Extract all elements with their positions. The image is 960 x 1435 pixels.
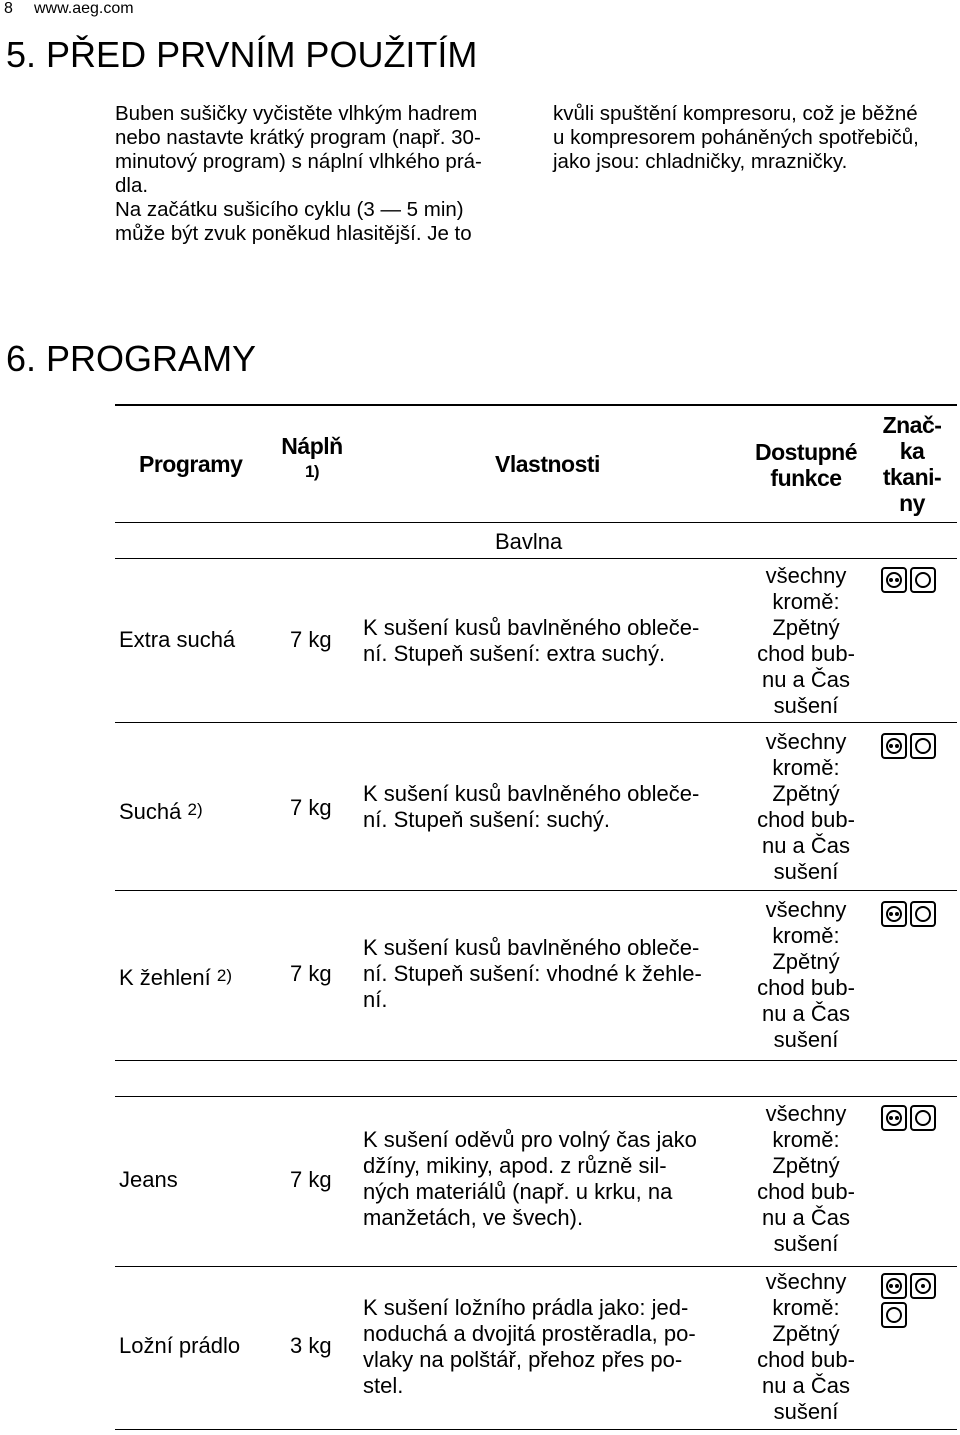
- table-spacer: [115, 1060, 957, 1097]
- function-line: chod bub-: [757, 975, 855, 1000]
- function-line: nu a Čas: [761, 1205, 851, 1230]
- program-description: [363, 615, 699, 667]
- footnote-ref: 2): [187, 800, 203, 819]
- tumble-dry-two-dots-icon: [881, 567, 907, 593]
- section5-column-1: [115, 102, 482, 246]
- program-description: [363, 1295, 696, 1399]
- function-line: Zpětný: [772, 1321, 840, 1346]
- section5-column-2: [553, 102, 919, 174]
- section6-title: PROGRAMY: [46, 338, 257, 379]
- intro-line: nebo nastavte krátký program (např. 30-: [115, 126, 481, 149]
- description-line: ných materiálů (např. u krku, na: [363, 1179, 673, 1204]
- description-line: ní. Stupeň sušení: vhodné k žehle-: [363, 961, 702, 986]
- function-line: nu a Čas: [761, 1373, 851, 1398]
- group-cotton: [115, 523, 957, 563]
- footnote-ref: 2): [216, 966, 232, 985]
- section6-number: 6.: [6, 338, 37, 379]
- care-symbols: [881, 1273, 945, 1328]
- tumble-dry-one-dot-icon: [910, 1273, 936, 1299]
- header-functions-line: Dostupné: [754, 439, 858, 465]
- function-line: sušení: [773, 1027, 839, 1052]
- intro-line: dla.: [115, 174, 149, 197]
- program-name: [119, 797, 203, 825]
- function-line: nu a Čas: [761, 833, 851, 858]
- tumble-dry-two-dots-icon: [881, 733, 907, 759]
- tumble-dry-two-dots-icon: [881, 1273, 907, 1299]
- program-load: 7 kg: [290, 627, 332, 652]
- section6-heading: [6, 338, 256, 380]
- program-name-text: K žehlení: [119, 965, 211, 990]
- care-symbols: [881, 901, 945, 927]
- section5-number: 5.: [6, 34, 37, 75]
- page-number: 8: [4, 0, 13, 17]
- program-name: Jeans: [119, 1167, 178, 1192]
- intro-line: u kompresorem poháněných spotřebičů,: [553, 126, 919, 149]
- program-name: [119, 963, 232, 991]
- tumble-dry-icon: [881, 1302, 907, 1328]
- section5-heading: [6, 34, 477, 76]
- function-line: kromě:: [772, 589, 840, 614]
- program-load: 7 kg: [290, 961, 332, 986]
- intro-line: kvůli spuštění kompresoru, což je běžné: [553, 102, 918, 125]
- site-link[interactable]: www.aeg.com: [34, 0, 134, 17]
- function-line: všechny: [765, 1269, 847, 1294]
- function-line: kromě:: [772, 755, 840, 780]
- intro-line: může být zvuk poněkud hlasitější. Je to: [115, 222, 472, 245]
- header-programs: Programy: [139, 451, 243, 477]
- tumble-dry-icon: [910, 733, 936, 759]
- description-line: K sušení kusů bavlněného obleče-: [363, 781, 700, 806]
- programs-table: [115, 404, 957, 563]
- program-load: 7 kg: [290, 795, 332, 820]
- function-line: sušení: [773, 1399, 839, 1424]
- table-row: [115, 558, 957, 723]
- header-properties: Vlastnosti: [495, 451, 600, 477]
- intro-line: Buben sušičky vyčistěte vlhkým hadrem: [115, 102, 478, 125]
- description-line: K sušení kusů bavlněného obleče-: [363, 935, 700, 960]
- header-care-line: ka: [899, 438, 925, 464]
- function-line: nu a Čas: [761, 1001, 851, 1026]
- function-line: všechny: [765, 897, 847, 922]
- program-name-text: Suchá: [119, 799, 182, 824]
- function-line: kromě:: [772, 923, 840, 948]
- function-line: chod bub-: [757, 807, 855, 832]
- description-line: K sušení ložního prádla jako: jed-: [363, 1295, 689, 1320]
- header-care-line: tkani-: [882, 464, 942, 490]
- program-name: Ložní prádlo: [119, 1333, 241, 1358]
- function-line: chod bub-: [757, 641, 855, 666]
- header-care-line: Znač-: [882, 412, 942, 438]
- care-symbols: [881, 567, 945, 593]
- header-load: [281, 433, 343, 485]
- header-load-note: 1): [304, 462, 320, 481]
- table-row: [115, 1266, 957, 1430]
- function-line: sušení: [773, 859, 839, 884]
- function-line: kromě:: [772, 1127, 840, 1152]
- available-functions: [741, 563, 871, 719]
- function-line: sušení: [773, 1231, 839, 1256]
- function-line: chod bub-: [757, 1347, 855, 1372]
- description-line: stel.: [363, 1373, 404, 1398]
- tumble-dry-icon: [910, 1105, 936, 1131]
- program-name: Extra suchá: [119, 627, 236, 652]
- tumble-dry-two-dots-icon: [881, 1105, 907, 1131]
- table-header: [115, 404, 957, 523]
- function-line: chod bub-: [757, 1179, 855, 1204]
- program-load: 3 kg: [290, 1333, 332, 1358]
- tumble-dry-icon: [910, 567, 936, 593]
- intro-line: minutový program) s náplní vlhkého prá-: [115, 150, 482, 173]
- function-line: všechny: [765, 563, 847, 588]
- page-header: [4, 0, 134, 18]
- tumble-dry-icon: [910, 901, 936, 927]
- program-description: [363, 1127, 697, 1231]
- description-line: ní. Stupeň sušení: extra suchý.: [363, 641, 666, 666]
- function-line: Zpětný: [772, 781, 840, 806]
- function-line: všechny: [765, 729, 847, 754]
- available-functions: [741, 729, 871, 885]
- function-line: nu a Čas: [761, 667, 851, 692]
- program-description: [363, 781, 699, 833]
- header-care-label: [877, 412, 947, 516]
- intro-line: jako jsou: chladničky, mrazničky.: [553, 150, 848, 173]
- section5-title: PŘED PRVNÍM POUŽITÍM: [46, 34, 478, 75]
- description-line: K sušení kusů bavlněného obleče-: [363, 615, 700, 640]
- care-symbols: [881, 733, 945, 759]
- function-line: kromě:: [772, 1295, 840, 1320]
- function-line: všechny: [765, 1101, 847, 1126]
- header-care-line: ny: [899, 490, 925, 516]
- header-functions: [751, 439, 861, 491]
- table-row: [115, 722, 957, 891]
- function-line: Zpětný: [772, 949, 840, 974]
- function-line: Zpětný: [772, 615, 840, 640]
- description-line: ní. Stupeň sušení: suchý.: [363, 807, 611, 832]
- function-line: Zpětný: [772, 1153, 840, 1178]
- table-row: [115, 1096, 957, 1267]
- description-line: vlaky na polštář, přehoz přes po-: [363, 1347, 683, 1372]
- available-functions: [741, 1101, 871, 1257]
- description-line: noduchá a dvojitá prostěradla, po-: [363, 1321, 696, 1346]
- tumble-dry-two-dots-icon: [881, 901, 907, 927]
- description-line: K sušení oděvů pro volný čas jako: [363, 1127, 697, 1152]
- table-row: [115, 890, 957, 1061]
- group-title: Bavlna: [495, 529, 563, 554]
- description-line: ní.: [363, 987, 388, 1012]
- description-line: manžetách, ve švech).: [363, 1205, 584, 1230]
- program-load: 7 kg: [290, 1167, 332, 1192]
- available-functions: [741, 1269, 871, 1425]
- header-load-label: Náplň: [281, 433, 343, 459]
- header-functions-line: funkce: [770, 465, 842, 491]
- program-description: [363, 935, 702, 1013]
- intro-line: Na začátku sušicího cyklu (3 — 5 min): [115, 198, 464, 221]
- description-line: džíny, mikiny, apod. z různě sil-: [363, 1153, 667, 1178]
- function-line: sušení: [773, 693, 839, 718]
- available-functions: [741, 897, 871, 1053]
- care-symbols: [881, 1105, 945, 1131]
